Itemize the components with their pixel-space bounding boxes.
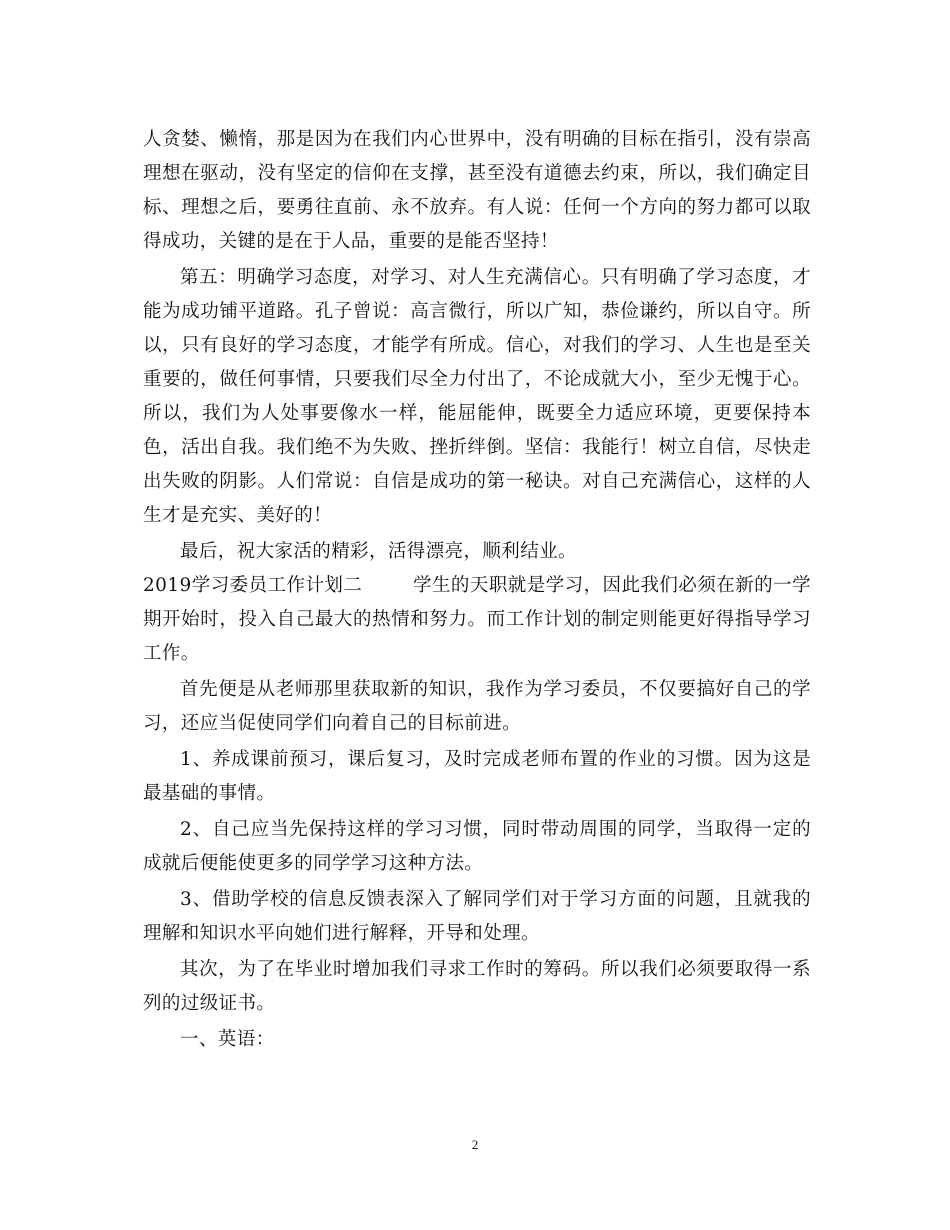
paragraph-1: 人贪婪、懒惰，那是因为在我们内心世界中，没有明确的目标在指引，没有崇高理想在驱动，没有坚定的信仰在支撑，甚至没有道德去约束，所以，我们确定目标、理想之后，要勇往直前、永不放弃。有人说：任何一个方向的努力都可以取得成功，关键的是在于人品，重要的是能否坚持！ <box>143 129 811 252</box>
paragraph-2: 第五：明确学习态度，对学习、对人生充满信心。只有明确了学习态度，才能为成功铺平道路。孔子曾说：高言微行，所以广知，恭俭谦约，所以自守。所以，只有良好的学习态度，才能学有所成。信心，对我们的学习、人生也是至关重要的，做任何事情，只要我们尽全力付出了，不论成就大小，至少无愧于心。所以，我们为人处事要像水一样，能屈能伸，既要全力适应环境，更要保持本色，活出自我。我们绝不为失败、挫折绊倒。坚信：我能行！树立自信，尽快走出失败的阴影。人们常说：自信是成功的第一秘诀。对自己充满信心，这样的人生才是充实、美好的！ <box>143 267 811 526</box>
paragraph-4 <box>143 569 811 671</box>
paragraph-8: 3、借助学校的信息反馈表深入了解同学们对于学习方面的问题，且就我的理解和知识水平向她们进行解释，开导和处理。 <box>143 889 811 944</box>
paragraph-10: 一、英语： <box>180 1029 275 1050</box>
paragraph-7: 2、自己应当先保持这样的学习习惯，同时带动周围的同学，当取得一定的成就后便能使更多的同学学习这种方法。 <box>143 819 811 874</box>
paragraph-6: 1、养成课前预习，课后复习，及时完成老师布置的作业的习惯。因为这是最基础的事情。 <box>143 749 811 804</box>
paragraph-9: 其次，为了在毕业时增加我们寻求工作时的筹码。所以我们必须要取得一系列的过级证书。 <box>143 959 811 1014</box>
paragraph-3: 最后，祝大家活的精彩，活得漂亮，顺利结业。 <box>180 541 577 562</box>
document-body <box>143 123 811 1057</box>
page-number: 2 <box>471 1137 479 1152</box>
paragraph-4-text: 学生的天职就是学习，因此我们必须在新的一学期开始时，投入自己最大的热情和努力。而工作计划的制定则能更好得指导学习工作。 <box>143 575 811 664</box>
paragraph-5: 首先便是从老师那里获取新的知识，我作为学习委员，不仅要搞好自己的学习，还应当促使同学们向着自己的目标前进。 <box>143 679 811 734</box>
section-heading: 2019学习委员工作计划二 <box>143 575 363 596</box>
